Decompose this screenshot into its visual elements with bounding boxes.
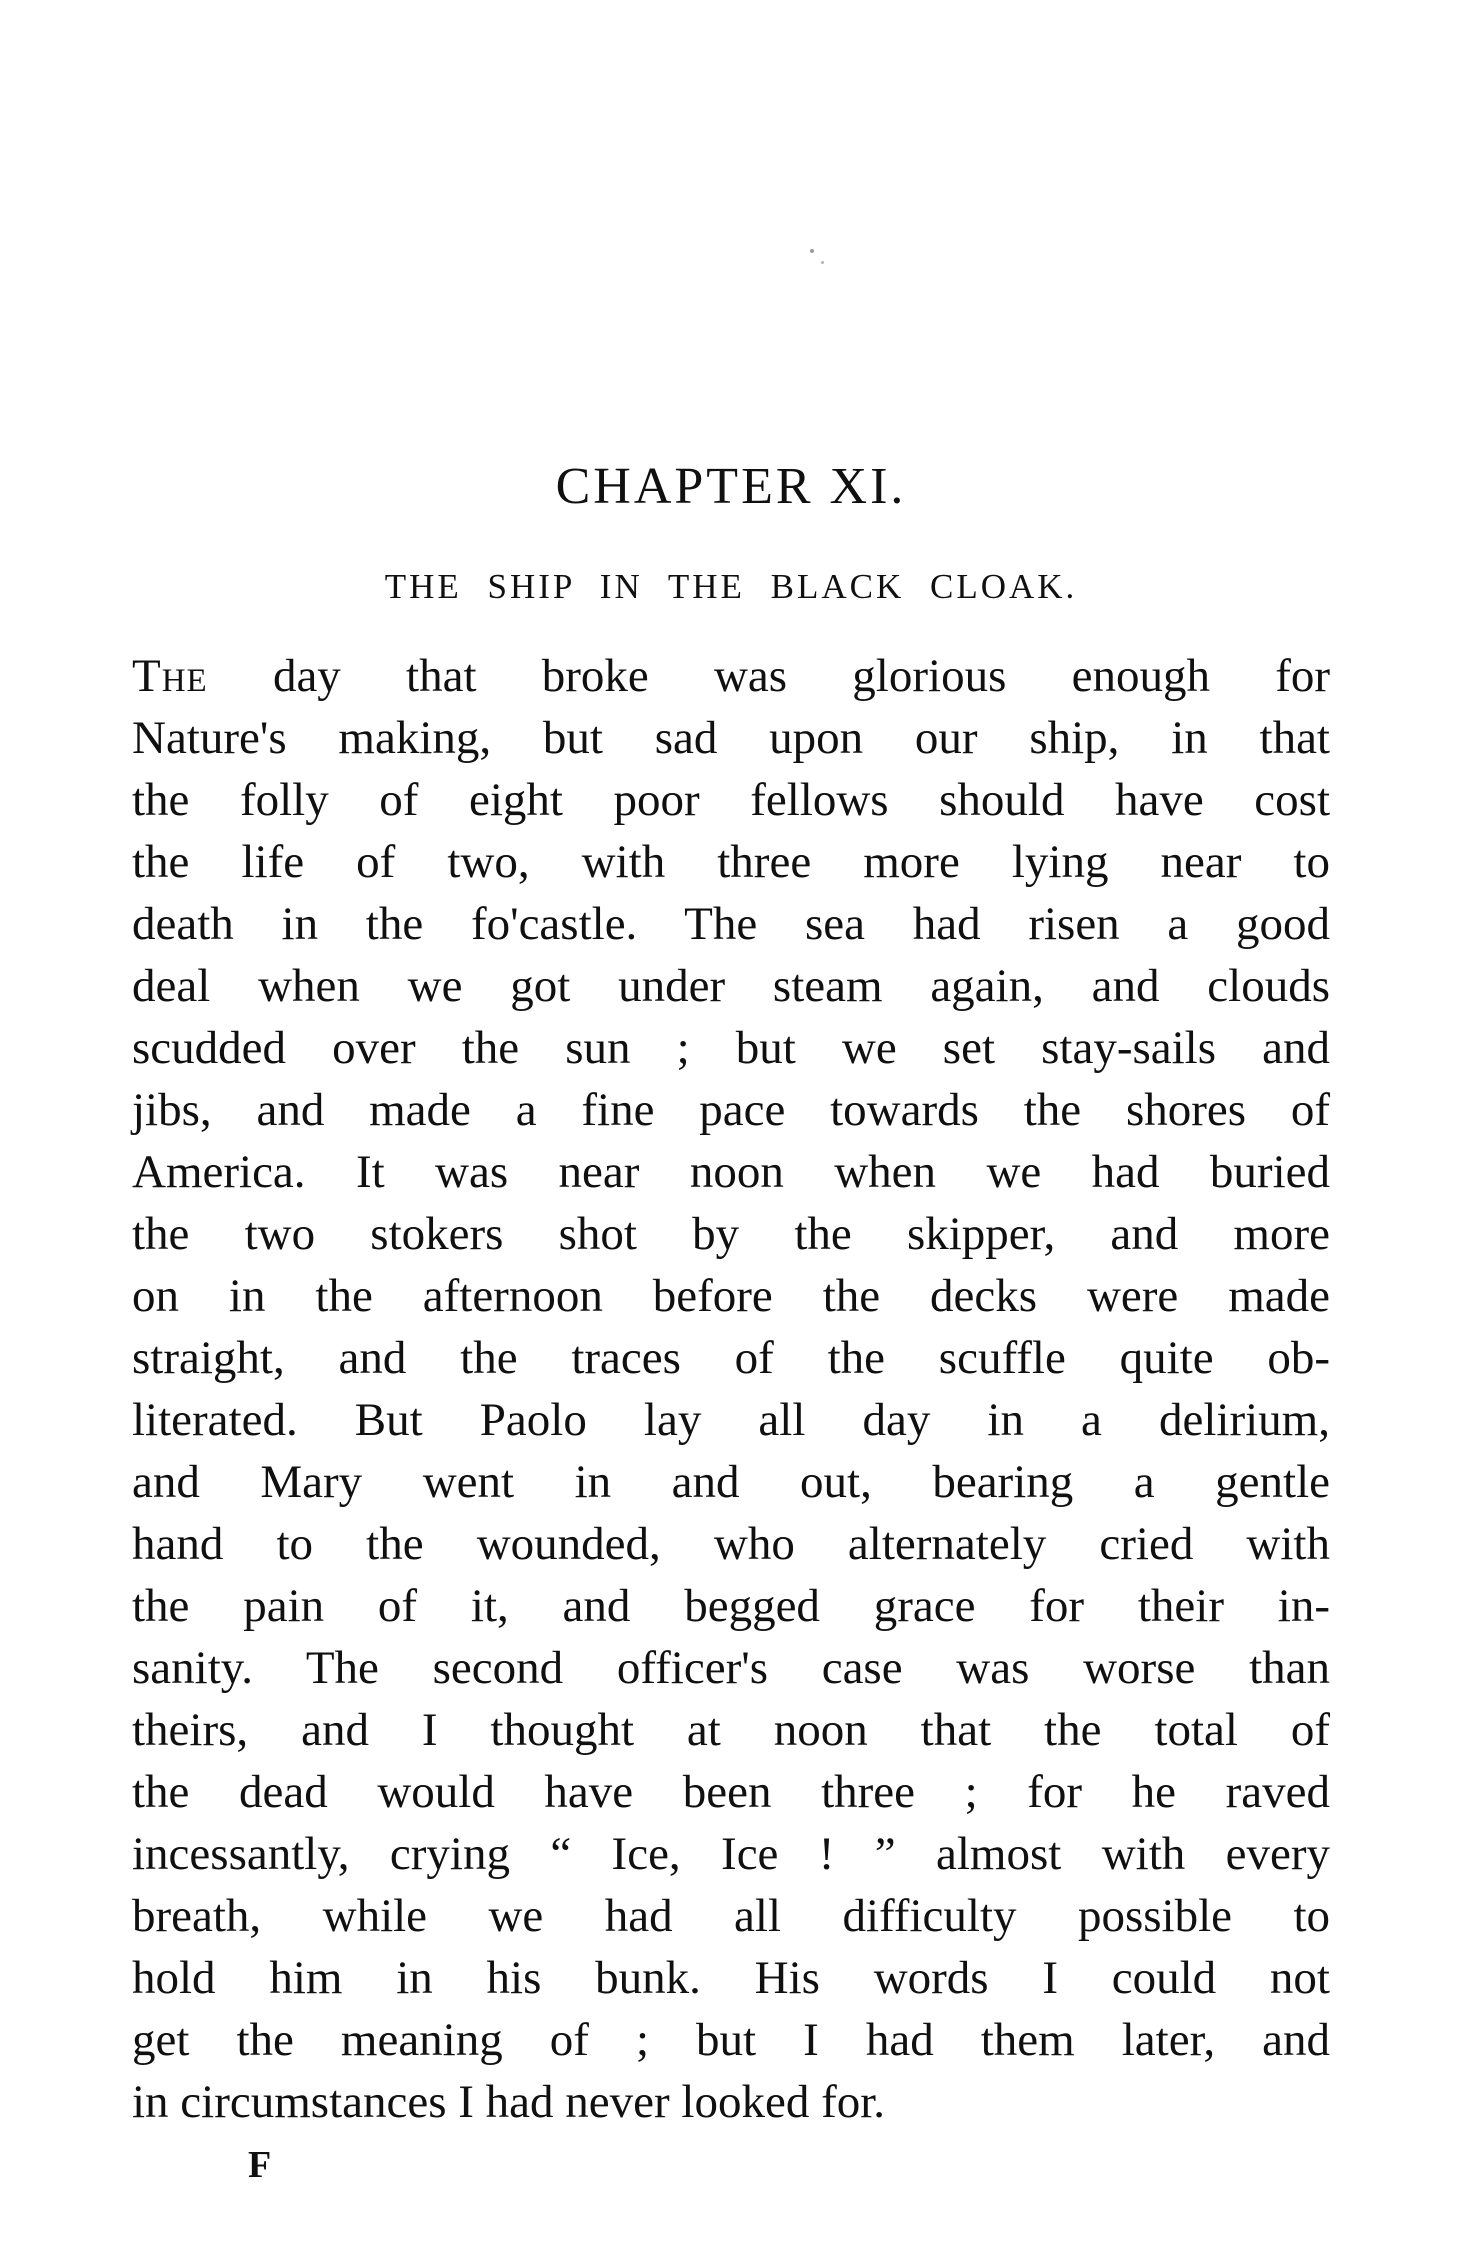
paragraph-line: America. It was near noon when we had buried	[132, 1146, 1330, 1198]
paragraph-line: on in the afternoon before the decks were made	[132, 1270, 1330, 1322]
paragraph-line: incessantly, crying “ Ice, Ice ! ” almost with every	[132, 1828, 1330, 1880]
paragraph-line: in circumstances I had never looked for.	[132, 2076, 886, 2128]
paragraph-line: and Mary went in and out, bearing a gentle	[132, 1456, 1330, 1508]
paragraph-line: scudded over the sun ; but we set stay-sails and	[132, 1022, 1330, 1074]
paragraph-line: get the meaning of ; but I had them later, and	[132, 2014, 1330, 2066]
paragraph-line: the two stokers shot by the skipper, and more	[132, 1208, 1330, 1260]
paragraph-line: hand to the wounded, who alternately cried with	[132, 1518, 1330, 1570]
paragraph-line: the life of two, with three more lying near to	[132, 836, 1330, 888]
line-text: day that broke was glorious enough for	[272, 650, 1330, 702]
paragraph-line: breath, while we had all difficulty possible to	[132, 1890, 1330, 1942]
signature-mark: F	[248, 2144, 272, 2186]
lead-word: The	[132, 650, 208, 702]
paragraph-line: theirs, and I thought at noon that the total of	[132, 1704, 1330, 1756]
paragraph-line: straight, and the traces of the scuffle quite ob-	[132, 1332, 1330, 1384]
paragraph-line: sanity. The second officer's case was worse than	[132, 1642, 1330, 1694]
paragraph-line: the folly of eight poor fellows should have cost	[132, 774, 1330, 826]
paragraph-line: jibs, and made a fine pace towards the shores of	[132, 1084, 1330, 1136]
paragraph-line: the dead would have been three ; for he raved	[132, 1766, 1330, 1818]
scan-speck	[821, 261, 824, 264]
paragraph	[132, 645, 1330, 2133]
scan-speck	[810, 249, 814, 253]
paragraph-line: the pain of it, and begged grace for their in-	[132, 1580, 1330, 1632]
paragraph-line: literated. But Paolo lay all day in a delirium,	[132, 1394, 1330, 1446]
chapter-subtitle: THE SHIP IN THE BLACK CLOAK.	[384, 567, 1078, 606]
chapter-heading: CHAPTER XI.	[555, 458, 907, 515]
paragraph-line: Nature's making, but sad upon our ship, in that	[132, 712, 1330, 764]
paragraph-line: deal when we got under steam again, and clouds	[132, 960, 1330, 1012]
paragraph-line: death in the fo'castle. The sea had risen a good	[132, 898, 1330, 950]
paragraph-line	[132, 645, 1330, 707]
paragraph-line: hold him in his bunk. His words I could not	[132, 1952, 1330, 2004]
